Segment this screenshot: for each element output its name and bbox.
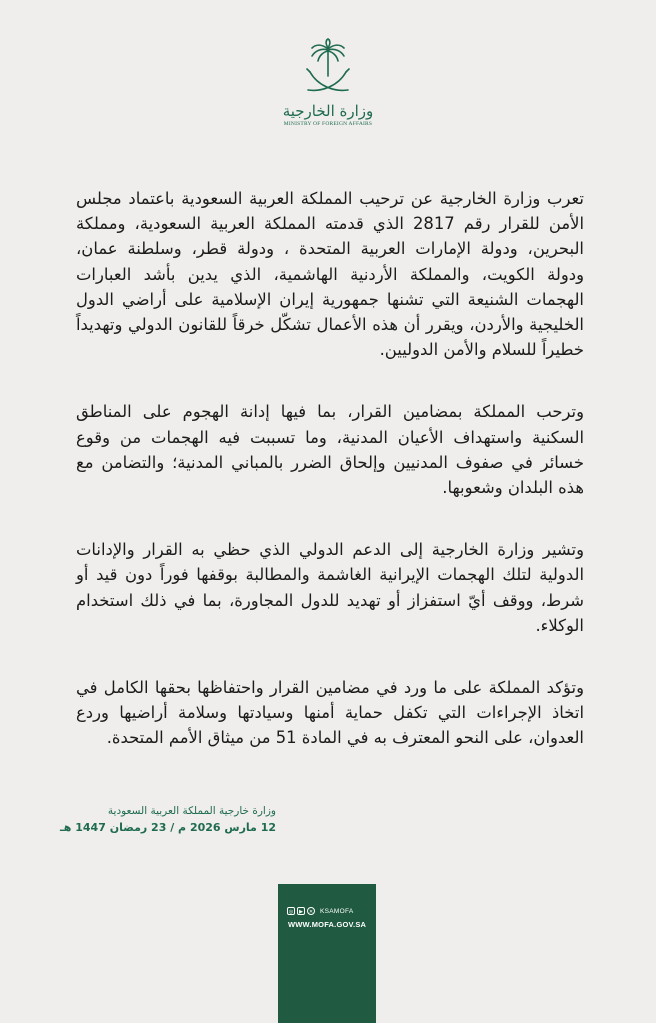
signature-date: 12 مارس 2026 م / 23 رمضان 1447 هـ [60, 821, 276, 834]
statement-paragraph: تعرب وزارة الخارجية عن ترحيب المملكة العربية السعودية باعتماد مجلس الأمن للقرار رقم 2817 الذي قدمته المملكة العربية السعودية، ومملكة البحرين، ودولة الإمارات العربية المتحدة ، ودولة قطر، وسلطنة عمان، ودولة الكويت، والمملكة الأردنية الهاشمية، الذي يدين بأشد العبارات الهجمات الشنيعة التي تشنها جمهورية إيران الإسلامية على أراضي الدول الخليجية والأردن، ويقرر أن هذه الأعمال تشكّل خرقاً للقانون الدولي وتهديداً خطيراً للسلام والأمن الدوليين. [76, 189, 585, 360]
youtube-icon[interactable]: ▶ [297, 907, 305, 915]
statement-paragraph: وترحب المملكة بمضامين القرار، بما فيها إدانة الهجوم على المناطق السكنية واستهداف الأعيان المدنية، وما تسببت فيه الهجمات من وقوع خسائر في صفوف المدنيين وإلحاق الضرر بالمباني المدنية؛ والتضامن مع هذه البلدان وشعوبها. [76, 402, 584, 498]
saudi-emblem-icon [304, 38, 352, 100]
ministry-logo [278, 38, 378, 127]
instagram-icon[interactable]: ◎ [288, 909, 294, 915]
signature-block [60, 803, 276, 836]
website-link[interactable]: WWW.MOFA.GOV.SA [288, 920, 367, 929]
ministry-name-arabic: وزارة الخارجية [282, 102, 374, 120]
x-icon[interactable]: ✕ [308, 909, 314, 915]
footer-panel [278, 884, 376, 1023]
statement-paragraph: وتؤكد المملكة على ما ورد في مضامين القرار واحتفاظها بحقها الكامل في اتخاذ الإجراءات التي تكفل حماية أمنها وسيادتها وسلامة أراضيها وردع العدوان، على النحو المعترف به في المادة 51 من ميثاق الأمم المتحدة. [76, 678, 584, 748]
statement-body [76, 186, 584, 788]
social-handle[interactable]: KSAMOFA [320, 907, 354, 915]
ministry-name-english: MINISTRY OF FOREIGN AFFAIRS [283, 121, 373, 127]
signature-ministry: وزارة خارجية المملكة العربية السعودية [107, 805, 276, 817]
statement-paragraph: وتشير وزارة الخارجية إلى الدعم الدولي الذي حظي به القرار والإدانات الدولية لتلك الهجمات الإيرانية الغاشمة والمطالبة بوقفها فوراً دون قيد أو شرط، ووقف أيّ استفزاز أو تهديد للدول المجاورة، بما في ذلك استخدام الوكلاء. [76, 540, 584, 635]
social-links [287, 907, 354, 915]
